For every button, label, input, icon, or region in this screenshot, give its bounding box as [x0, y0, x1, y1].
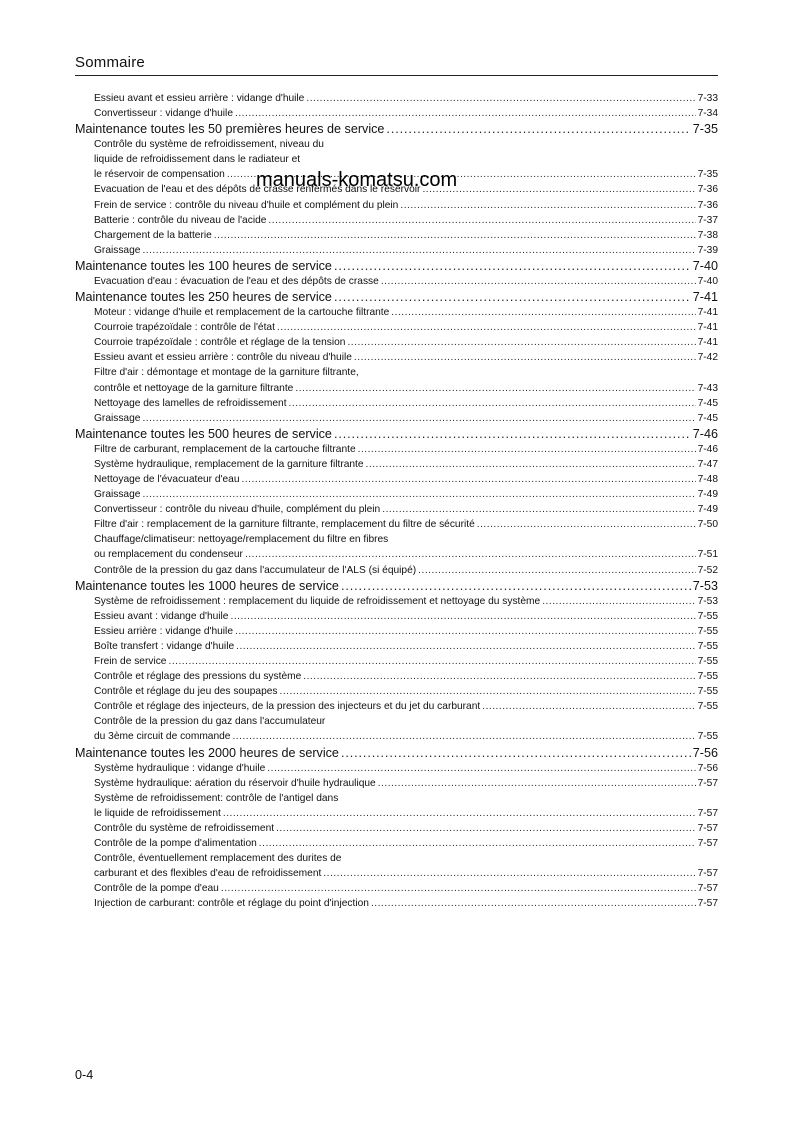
toc-entry-title: Système de refroidissement : remplacement du liquide de refroidissement et nettoyage du système [94, 595, 541, 607]
toc-entry [75, 472, 718, 487]
toc-entry [75, 639, 718, 654]
toc-dot-leader [347, 335, 695, 350]
toc-page-number: 7-55 [697, 625, 718, 637]
toc-entry [75, 106, 718, 121]
toc-entry [75, 502, 718, 517]
toc-page-number: 7-57 [697, 883, 718, 895]
toc-page-number: 7-41 [692, 290, 718, 305]
toc-entry [75, 836, 718, 851]
toc-page-number: 7-50 [697, 519, 718, 531]
toc-page-number: 7-57 [697, 777, 718, 789]
page-title: Sommaire [75, 54, 145, 71]
toc-entry [75, 851, 718, 866]
toc-entry-title: contrôle et nettoyage de la garniture filtrante [94, 382, 294, 394]
toc-dot-leader [214, 228, 696, 243]
toc-entry-title: Essieu avant et essieu arrière : vidange d'huile [94, 93, 305, 104]
toc-entry-title: Courroie trapézoïdale : contrôle de l'état [94, 322, 275, 334]
toc-page-number: 7-57 [697, 822, 718, 834]
toc-page-number: 7-55 [697, 686, 718, 698]
toc-entry [75, 411, 718, 426]
toc-entry [75, 761, 718, 776]
toc-entry-title: Maintenance toutes les 1000 heures de service [75, 578, 339, 593]
toc-entry [75, 198, 718, 213]
toc-entry-title: liquide de refroidissement dans le radiateur et [94, 154, 301, 166]
toc-entry [75, 442, 718, 457]
toc-entry-title: Graissage [94, 244, 141, 256]
toc-entry-title: Filtre d'air : remplacement de la garniture filtrante, remplacement du filtre de sécurité [94, 519, 475, 531]
toc-section-entry [75, 258, 718, 274]
toc-entry-title: Evacuation de l'eau et des dépôts de crasse renfermés dans le réservoir [94, 184, 421, 196]
table-of-contents [75, 91, 718, 912]
toc-entry-title: Maintenance toutes les 50 premières heures de service [75, 122, 385, 137]
toc-dot-leader [334, 258, 691, 274]
toc-dot-leader [280, 684, 696, 699]
toc-dot-leader [276, 821, 696, 836]
toc-dot-leader [542, 594, 695, 609]
toc-dot-leader [142, 487, 695, 502]
page-number: 0-4 [75, 1068, 94, 1082]
toc-entry-title: Chauffage/climatiseur: nettoyage/remplacement du filtre en fibres [94, 534, 389, 546]
toc-entry [75, 305, 718, 320]
toc-dot-leader [142, 411, 695, 426]
toc-entry [75, 609, 718, 624]
toc-entry-title: le réservoir de compensation [94, 169, 225, 181]
toc-entry-title: Maintenance toutes les 100 heures de service [75, 258, 332, 273]
toc-dot-leader [400, 198, 695, 213]
toc-dot-leader [289, 396, 696, 411]
toc-dot-leader [391, 305, 695, 320]
toc-dot-leader [245, 547, 696, 562]
toc-entry [75, 669, 718, 684]
toc-page-number: 7-36 [697, 199, 718, 211]
toc-entry-title: Graissage [94, 412, 141, 424]
toc-dot-leader [482, 699, 695, 714]
toc-entry-title: Système de refroidissement: contrôle de l'antigel dans [94, 792, 339, 804]
toc-entry-title: Filtre d'air : démontage et montage de la garniture filtrante, [94, 367, 359, 379]
toc-entry [75, 866, 718, 881]
toc-section-entry [75, 745, 718, 761]
toc-dot-leader [334, 289, 691, 305]
toc-dot-leader [235, 106, 696, 121]
toc-dot-leader [381, 274, 696, 289]
toc-page-number: 7-37 [697, 214, 718, 226]
toc-entry [75, 335, 718, 350]
toc-entry-title: Filtre de carburant, remplacement de la cartouche filtrante [94, 443, 356, 455]
toc-entry [75, 381, 718, 396]
toc-dot-leader [223, 806, 696, 821]
toc-entry-title: Chargement de la batterie [94, 229, 212, 241]
toc-page-number: 7-53 [697, 595, 718, 607]
toc-entry-title: Convertisseur : vidange d'huile [94, 108, 233, 120]
toc-dot-leader [242, 472, 696, 487]
toc-dot-leader [341, 745, 691, 761]
toc-dot-leader [366, 457, 696, 472]
toc-entry [75, 532, 718, 547]
toc-page-number: 7-45 [697, 412, 718, 424]
watermark-text: manuals-komatsu.com [256, 169, 458, 191]
toc-entry-title: Système hydraulique, remplacement de la garniture filtrante [94, 458, 364, 470]
toc-entry-title: Contrôle et réglage des pressions du système [94, 671, 302, 683]
toc-page-number: 7-43 [697, 382, 718, 394]
toc-page-number: 7-55 [697, 731, 718, 743]
toc-dot-leader [371, 896, 696, 911]
toc-dot-leader [323, 866, 695, 881]
toc-page-number: 7-57 [697, 868, 718, 880]
toc-dot-leader [418, 563, 695, 578]
toc-page-number: 7-55 [697, 701, 718, 713]
toc-entry-title: Contrôle de la pompe d'alimentation [94, 838, 257, 850]
toc-entry [75, 517, 718, 532]
toc-page-number: 7-33 [697, 93, 718, 104]
toc-entry [75, 243, 718, 258]
toc-entry [75, 821, 718, 836]
toc-entry [75, 457, 718, 472]
toc-entry-title: Système hydraulique: aération du réservoir d'huile hydraulique [94, 777, 376, 789]
toc-page-number: 7-47 [697, 458, 718, 470]
toc-entry [75, 365, 718, 380]
toc-entry [75, 896, 718, 911]
toc-entry-title: Contrôle et réglage des injecteurs, de la pression des injecteurs et du jet du carburant [94, 701, 481, 713]
toc-dot-leader [221, 881, 696, 896]
toc-dot-leader [168, 654, 695, 669]
toc-entry-title: Convertisseur : contrôle du niveau d'huile, complément du plein [94, 504, 381, 516]
toc-page-number: 7-38 [697, 229, 718, 241]
toc-entry-title: Batterie : contrôle du niveau de l'acide [94, 214, 267, 226]
toc-dot-leader [306, 91, 695, 106]
toc-entry-title: Maintenance toutes les 500 heures de service [75, 426, 332, 441]
toc-page-number: 7-55 [697, 656, 718, 667]
toc-entry [75, 684, 718, 699]
toc-page-number: 7-52 [697, 564, 718, 576]
toc-page-number: 7-56 [697, 762, 718, 774]
toc-entry-title: Evacuation d'eau : évacuation de l'eau et des dépôts de crasse [94, 275, 379, 287]
toc-dot-leader [334, 426, 691, 442]
toc-dot-leader [235, 624, 696, 639]
toc-page-number: 7-41 [697, 322, 718, 334]
toc-entry-title: Frein de service : contrôle du niveau d'huile et complément du plein [94, 199, 399, 211]
toc-entry-title: Contrôle, éventuellement remplacement des durites de [94, 853, 342, 865]
toc-page-number: 7-57 [697, 838, 718, 850]
toc-entry [75, 881, 718, 896]
toc-dot-leader [230, 609, 695, 624]
toc-entry-title: Boîte transfert : vidange d'huile [94, 640, 235, 652]
toc-dot-leader [142, 243, 695, 258]
toc-page-number: 7-55 [697, 640, 718, 652]
toc-entry [75, 714, 718, 729]
toc-entry-title: Maintenance toutes les 250 heures de service [75, 290, 332, 305]
toc-dot-leader [303, 669, 695, 684]
toc-entry-title: le liquide de refroidissement [94, 807, 221, 819]
toc-entry [75, 350, 718, 365]
toc-entry-title: Maintenance toutes les 2000 heures de service [75, 745, 339, 760]
toc-entry-title: carburant et des flexibles d'eau de refroidissement [94, 868, 322, 880]
toc-entry-title: Contrôle de la pression du gaz dans l'accumulateur de l'ALS (si équipé) [94, 564, 417, 576]
toc-entry-title: Nettoyage des lamelles de refroidissement [94, 397, 287, 409]
toc-dot-leader [378, 776, 696, 791]
toc-entry-title: Moteur : vidange d'huile et remplacement de la cartouche filtrante [94, 307, 390, 319]
toc-entry-title: Contrôle du système de refroidissement [94, 822, 275, 834]
toc-page-number: 7-45 [697, 397, 718, 409]
toc-entry [75, 137, 718, 152]
toc-page-number: 7-36 [697, 184, 718, 196]
toc-entry [75, 791, 718, 806]
toc-dot-leader [236, 639, 695, 654]
toc-page-number: 7-41 [697, 307, 718, 319]
toc-entry-title: Graissage [94, 489, 141, 501]
toc-entry [75, 563, 718, 578]
toc-entry-title: Système hydraulique : vidange d'huile [94, 762, 266, 774]
toc-entry [75, 776, 718, 791]
toc-page-number: 7-35 [697, 169, 718, 181]
toc-dot-leader [382, 502, 695, 517]
header-divider [75, 75, 718, 76]
toc-entry-title: Contrôle du système de refroidissement, niveau du [94, 139, 324, 151]
toc-entry [75, 213, 718, 228]
toc-page-number: 7-46 [697, 443, 718, 455]
toc-entry [75, 320, 718, 335]
toc-page-number: 7-49 [697, 504, 718, 516]
toc-entry-title: ou remplacement du condenseur [94, 549, 243, 561]
toc-section-entry [75, 578, 718, 594]
toc-page-number: 7-57 [697, 898, 718, 910]
toc-entry [75, 547, 718, 562]
toc-entry [75, 396, 718, 411]
toc-page-number: 7-55 [697, 671, 718, 683]
toc-entry [75, 594, 718, 609]
toc-page-number: 7-56 [692, 745, 718, 760]
toc-page-number: 7-57 [697, 807, 718, 819]
toc-section-entry [75, 426, 718, 442]
toc-entry-title: Contrôle de la pression du gaz dans l'accumulateur [94, 716, 326, 728]
toc-page-number: 7-40 [697, 275, 718, 287]
toc-entry [75, 228, 718, 243]
toc-entry-title: Nettoyage de l'évacuateur d'eau [94, 473, 240, 485]
toc-dot-leader [277, 320, 696, 335]
toc-entry-title: du 3ème circuit de commande [94, 731, 231, 743]
toc-dot-leader [341, 578, 691, 594]
toc-page-number: 7-34 [697, 108, 718, 120]
toc-page-number: 7-51 [697, 549, 718, 561]
toc-entry [75, 487, 718, 502]
toc-dot-leader [477, 517, 696, 532]
toc-dot-leader [267, 761, 695, 776]
toc-dot-leader [232, 729, 695, 744]
toc-page-number: 7-48 [697, 473, 718, 485]
toc-dot-leader [259, 836, 696, 851]
toc-page-number: 7-55 [697, 610, 718, 622]
toc-dot-leader [422, 182, 695, 197]
toc-page-number: 7-46 [692, 426, 718, 441]
toc-page-number: 7-49 [697, 489, 718, 501]
toc-section-entry [75, 121, 718, 137]
toc-dot-leader [354, 350, 696, 365]
toc-entry [75, 806, 718, 821]
toc-entry [75, 91, 718, 106]
toc-entry-title: Injection de carburant: contrôle et réglage du point d'injection [94, 898, 369, 910]
toc-entry [75, 152, 718, 167]
toc-entry-title: Essieu avant : vidange d'huile [94, 610, 229, 622]
toc-entry [75, 654, 718, 669]
toc-section-entry [75, 289, 718, 305]
toc-page-number: 7-40 [692, 258, 718, 273]
toc-dot-leader [295, 381, 695, 396]
toc-entry [75, 624, 718, 639]
toc-entry-title: Contrôle de la pompe d'eau [94, 883, 219, 895]
toc-entry [75, 274, 718, 289]
toc-page-number: 7-53 [692, 578, 718, 593]
toc-entry [75, 729, 718, 744]
toc-dot-leader [358, 442, 696, 457]
toc-dot-leader [386, 121, 690, 137]
toc-entry [75, 699, 718, 714]
toc-page-number: 7-35 [692, 122, 718, 137]
toc-page-number: 7-39 [697, 244, 718, 256]
toc-entry-title: Contrôle et réglage du jeu des soupapes [94, 686, 278, 698]
toc-page-number: 7-42 [697, 352, 718, 364]
toc-entry-title: Courroie trapézoïdale : contrôle et réglage de la tension [94, 337, 346, 349]
toc-dot-leader [268, 213, 695, 228]
toc-entry-title: Frein de service [94, 656, 167, 667]
toc-page-number: 7-41 [697, 337, 718, 349]
toc-entry-title: Essieu arrière : vidange d'huile [94, 625, 233, 637]
toc-entry-title: Essieu avant et essieu arrière : contrôle du niveau d'huile [94, 352, 352, 364]
